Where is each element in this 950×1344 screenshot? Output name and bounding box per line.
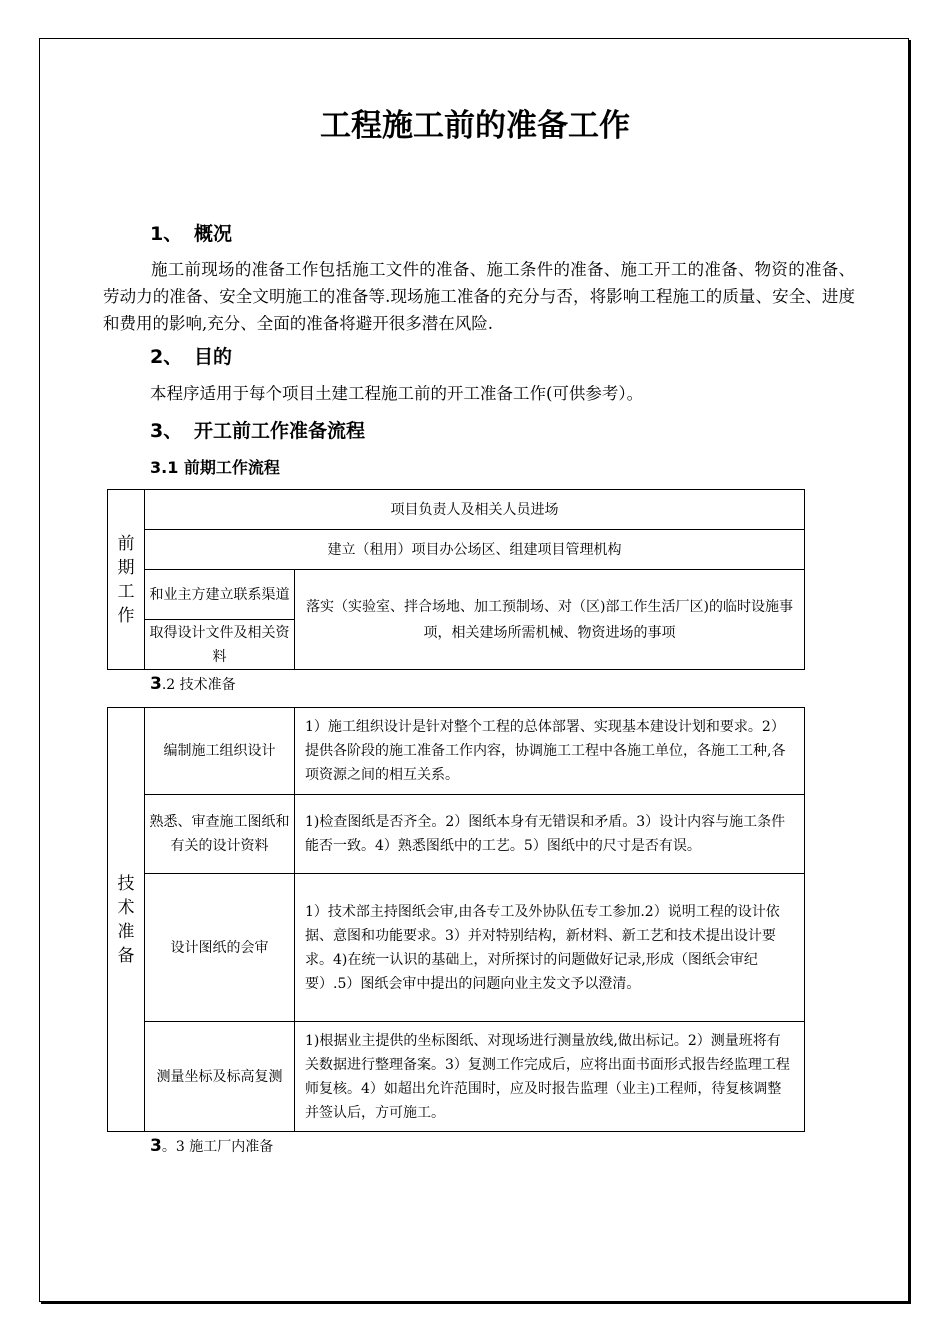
table2-item: 设计图纸的会审	[145, 874, 295, 1022]
section-3-heading	[150, 416, 365, 443]
table1-left-a: 和业主方建立联系渠道	[145, 570, 295, 620]
preliminary-work-table	[107, 489, 805, 670]
table2-desc: 1)检查图纸是否齐全。2）图纸本身有无错误和矛盾。3）设计内容与施工条件能否一致。4）熟悉图纸中的工艺。5）图纸中的尺寸是否有误。	[295, 795, 805, 874]
table2-desc: 1)根据业主提供的坐标图纸、对现场进行测量放线,做出标记。2）测量班将有关数据进行整理备案。3）复测工作完成后，应将出面书面形式报告经监理工程师复核。4）如超出允许范围时，应及时报告监理（业主)工程师，待复核调整并签认后，方可施工。	[295, 1022, 805, 1132]
table1-row1: 项目负责人及相关人员进场	[145, 490, 805, 530]
table1-row2: 建立（租用）项目办公场区、组建项目管理机构	[145, 530, 805, 570]
subsection-3-2: 3.2 技术准备	[150, 674, 236, 694]
subsection-3-3: 3。3 施工厂内准备	[150, 1136, 274, 1156]
section-2-heading	[150, 342, 232, 369]
subsection-3-1: 3.1 前期工作流程	[150, 458, 280, 477]
table1-side-label: 前期工作	[108, 490, 145, 670]
table2-desc: 1）技术部主持图纸会审,由各专工及外协队伍专工参加.2）说明工程的设计依据、意图和功能要求。3）并对特别结构，新材料、新工艺和技术提出设计要求。4)在统一认识的基础上，对所探讨的问题做好记录,形成（图纸会审纪要）.5）图纸会审中提出的问题向业主发文予以澄清。	[295, 874, 805, 1022]
table1-right: 落实（实验室、拌合场地、加工预制场、对（区)部工作生活厂区)的临时设施事项，相关建场所需机械、物资进场的事项	[295, 570, 805, 670]
section-1-text: 施工前现场的准备工作包括施工文件的准备、施工条件的准备、施工开工的准备、物资的准备、劳动力的准备、安全文明施工的准备等.现场施工准备的充分与否，将影响工程施工的质量、安全、进度和费用的影响,充分、全面的准备将避开很多潜在风险.	[103, 260, 855, 333]
table2-item: 熟悉、审查施工图纸和有关的设计资料	[145, 795, 295, 874]
section-title: 概况	[194, 223, 233, 245]
table1-left-b: 取得设计文件及相关资料	[145, 620, 295, 670]
section-number: 1、	[150, 223, 183, 245]
section-title: 开工前工作准备流程	[194, 420, 366, 442]
section-title: 目的	[194, 346, 233, 368]
section-1-heading	[150, 219, 232, 246]
section-number: 2、	[150, 346, 183, 368]
table2-side-label: 技术准备	[108, 708, 145, 1132]
technical-prep-table	[107, 707, 805, 1132]
table2-desc: 1）施工组织设计是针对整个工程的总体部署、实现基本建设计划和要求。2）提供各阶段的施工准备工作内容，协调施工工程中各施工单位，各施工工种,各项资源之间的相互关系。	[295, 708, 805, 795]
table2-item: 测量坐标及标高复测	[145, 1022, 295, 1132]
section-number: 3、	[150, 420, 183, 442]
document-title: 工程施工前的准备工作	[320, 108, 630, 144]
table2-item: 编制施工组织设计	[145, 708, 295, 795]
section-2-text: 本程序适用于每个项目土建工程施工前的开工准备工作(可供参考）。	[150, 384, 644, 403]
